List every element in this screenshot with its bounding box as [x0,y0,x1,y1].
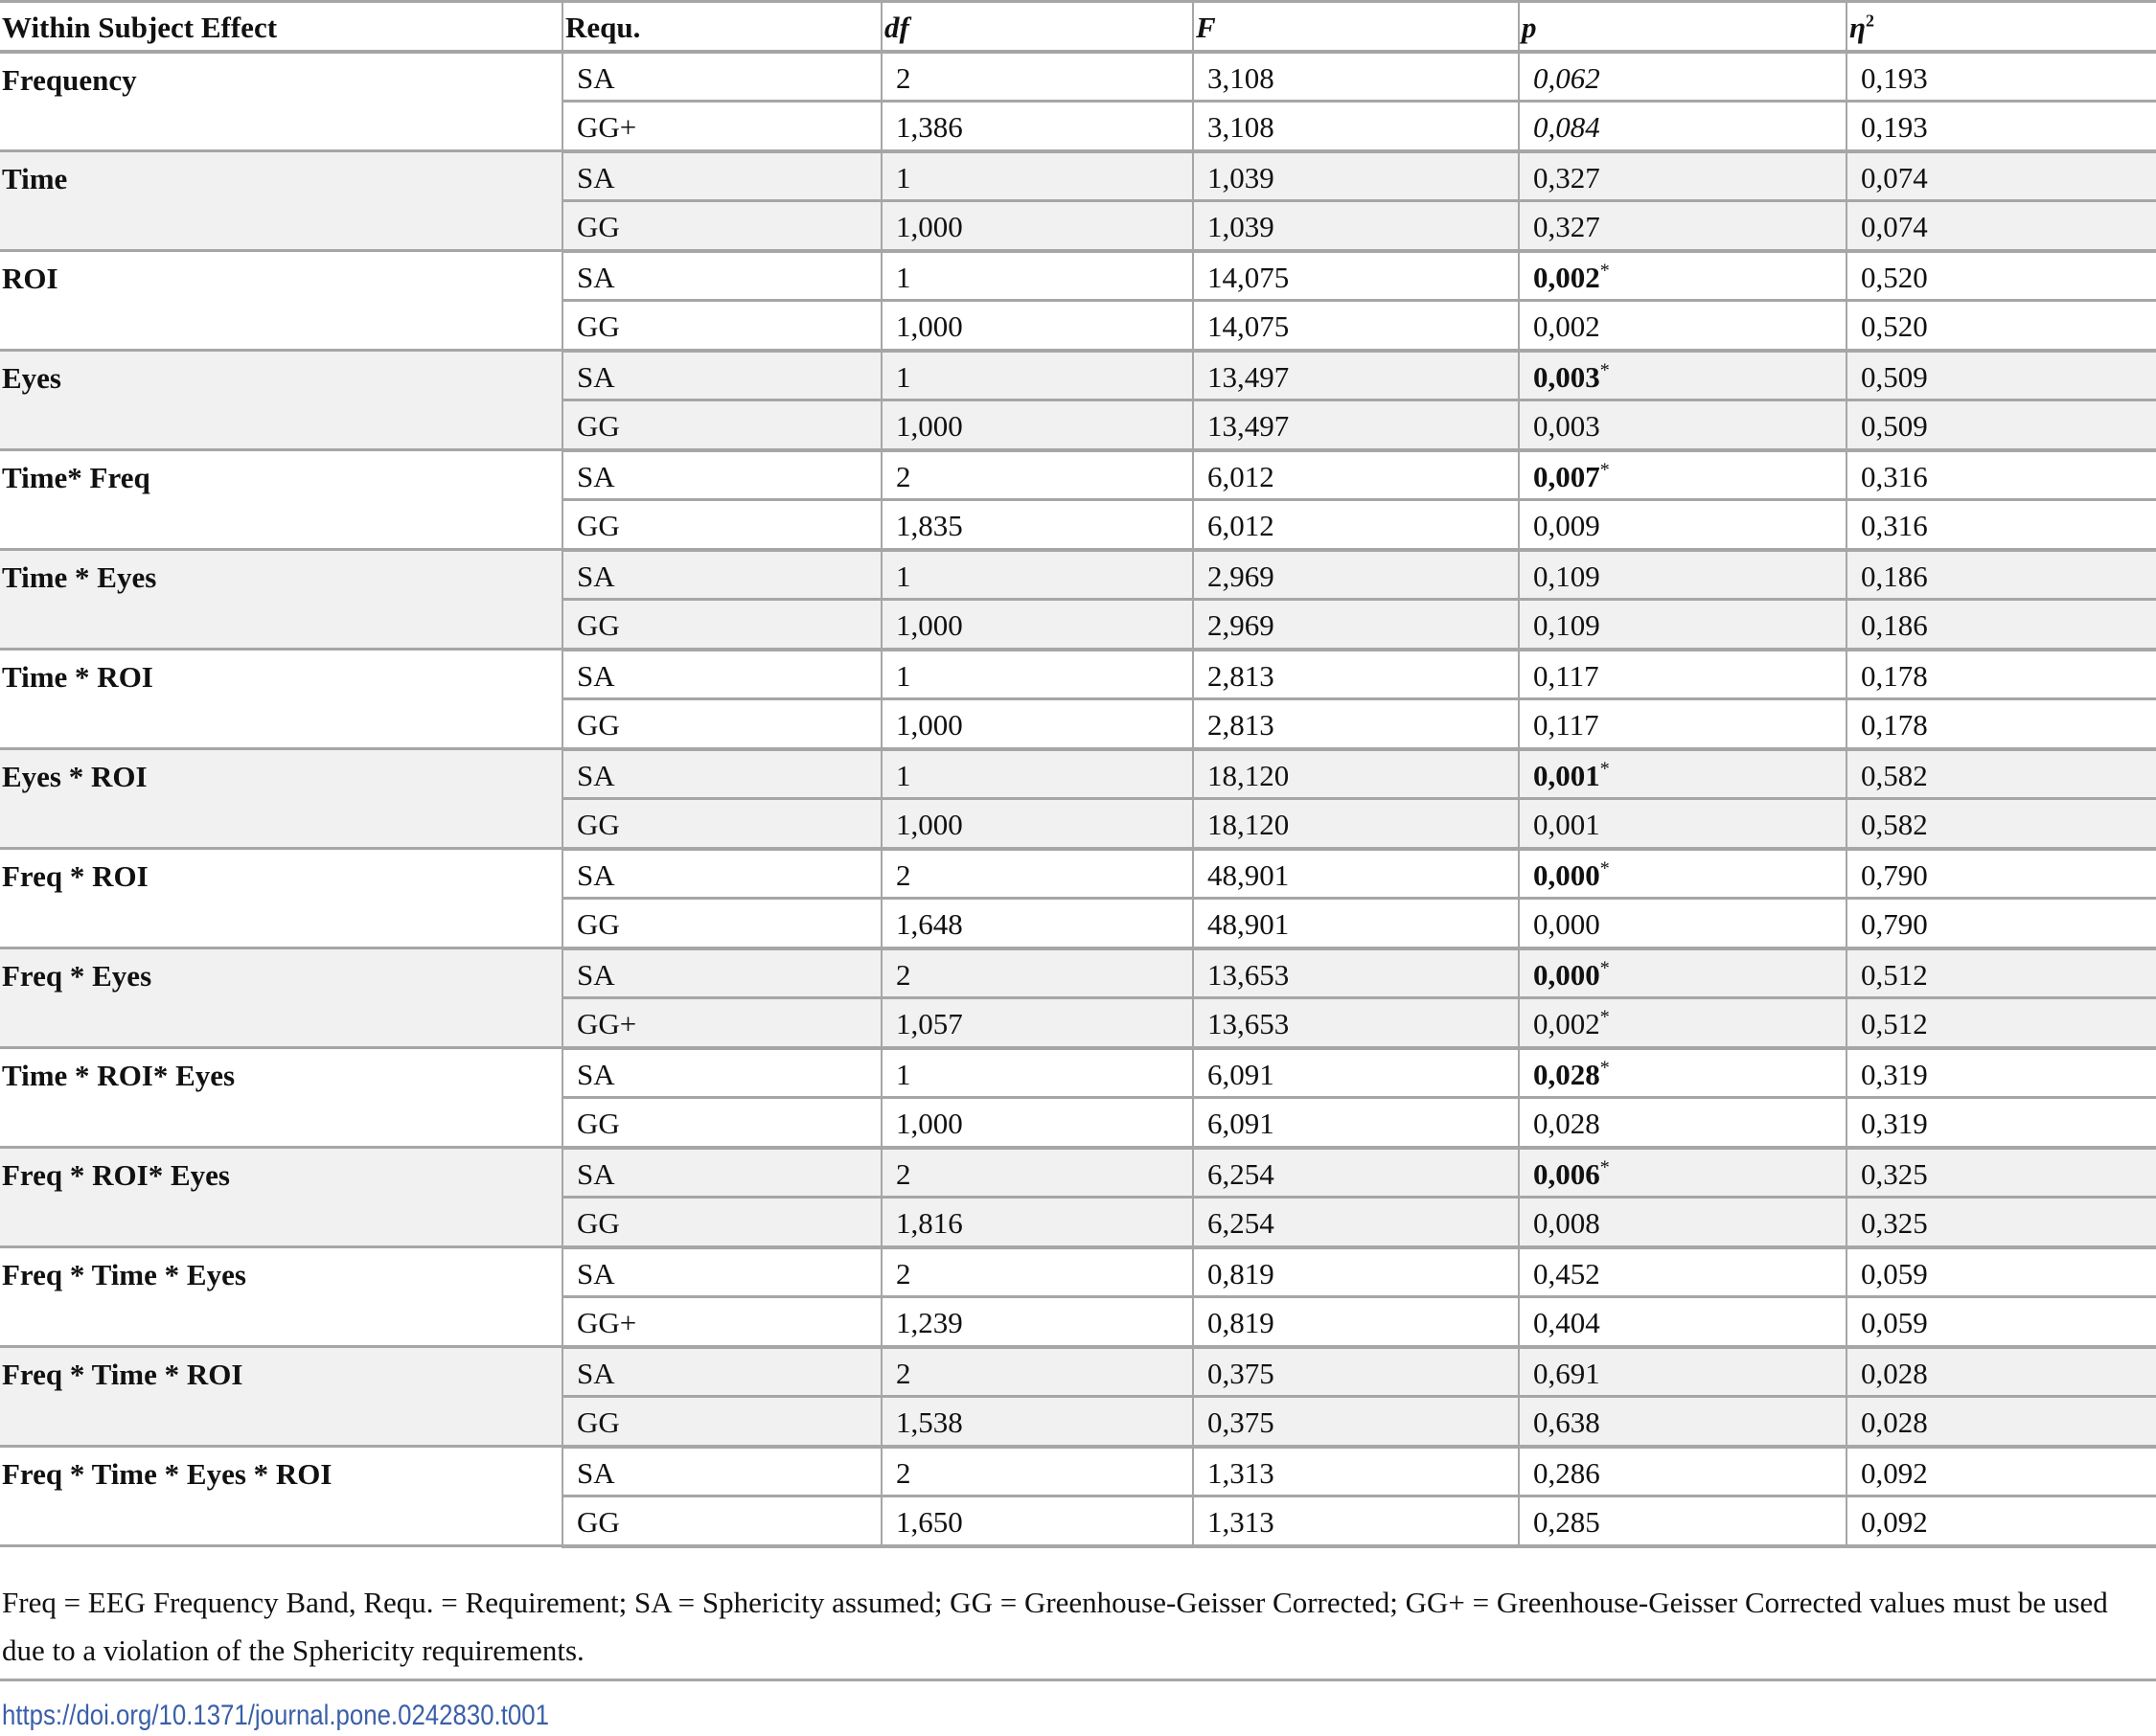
eta-squared-cell: 0,074 [1846,151,2156,201]
f-cell: 14,075 [1193,251,1519,301]
p-cell [1519,1447,1846,1496]
p-cell [1519,1397,1846,1447]
eta-squared-cell: 0,074 [1846,201,2156,251]
df-cell: 1 [882,550,1193,600]
significance-asterisk: * [1599,459,1610,481]
requirement-cell: SA [562,52,882,102]
df-cell: 2 [882,1247,1193,1297]
effect-name: Freq * Eyes [0,948,562,1048]
df-cell: 1 [882,251,1193,301]
f-cell: 6,012 [1193,500,1519,550]
effect-name: Eyes * ROI [0,749,562,849]
table-body [0,52,2156,1546]
p-value: 0,028 [1533,1057,1600,1091]
f-cell: 18,120 [1193,749,1519,799]
df-cell: 2 [882,1148,1193,1198]
effect-name: Freq * Time * Eyes * ROI [0,1447,562,1546]
p-value: 0,286 [1533,1455,1600,1490]
df-cell: 1 [882,351,1193,400]
f-cell: 2,813 [1193,699,1519,749]
effect-name: ROI [0,251,562,351]
significance-asterisk: * [1599,260,1610,282]
p-value: 0,003 [1533,409,1600,444]
significance-asterisk: * [1599,957,1610,979]
df-cell: 1,000 [882,600,1193,650]
effect-name: Time* Freq [0,450,562,550]
p-cell [1519,650,1846,699]
df-cell: 1,648 [882,899,1193,948]
f-cell: 0,375 [1193,1397,1519,1447]
header-df: df [882,2,1193,52]
f-cell: 6,091 [1193,1098,1519,1148]
table-row [0,1148,2156,1198]
effect-name: Time * Eyes [0,550,562,650]
requirement-cell: GG+ [562,102,882,151]
p-value: 0,007 [1533,459,1600,493]
effect-name: Time * ROI* Eyes [0,1048,562,1148]
p-value: 0,000 [1533,907,1600,942]
df-cell: 1,000 [882,699,1193,749]
f-cell: 2,969 [1193,600,1519,650]
requirement-cell: SA [562,151,882,201]
requirement-cell: GG [562,600,882,650]
f-cell: 6,091 [1193,1048,1519,1098]
eta-squared-cell: 0,512 [1846,998,2156,1048]
header-p: p [1519,2,1846,52]
df-cell: 2 [882,1347,1193,1397]
table-row [0,251,2156,301]
eta-squared-cell: 0,316 [1846,450,2156,500]
p-value: 0,327 [1533,210,1600,244]
eta-squared-cell: 0,790 [1846,899,2156,948]
eta-squared-cell: 0,092 [1846,1496,2156,1546]
header-requirement: Requ. [562,2,882,52]
eta-squared-cell: 0,186 [1846,600,2156,650]
eta-squared-cell: 0,092 [1846,1447,2156,1496]
requirement-cell: SA [562,351,882,400]
significance-asterisk: * [1599,758,1610,780]
eta-squared-cell: 0,319 [1846,1048,2156,1098]
p-value: 0,000 [1533,957,1600,992]
p-cell [1519,1098,1846,1148]
requirement-cell: SA [562,1347,882,1397]
df-cell: 1,057 [882,998,1193,1048]
requirement-cell: GG [562,699,882,749]
requirement-cell: GG [562,1198,882,1247]
df-cell: 1,538 [882,1397,1193,1447]
requirement-cell: GG [562,1098,882,1148]
table-row [0,849,2156,899]
requirement-cell: SA [562,251,882,301]
df-cell: 2 [882,1447,1193,1496]
p-value: 0,001 [1533,758,1600,792]
df-cell: 1,000 [882,1098,1193,1148]
eta-squared-cell: 0,582 [1846,799,2156,849]
requirement-cell: SA [562,749,882,799]
p-cell [1519,1148,1846,1198]
eta-squared-cell: 0,028 [1846,1347,2156,1397]
p-value: 0,002 [1533,1007,1600,1041]
requirement-cell: SA [562,1048,882,1098]
requirement-cell: SA [562,1447,882,1496]
requirement-cell: GG [562,1397,882,1447]
df-cell: 1 [882,650,1193,699]
requirement-cell: GG+ [562,1297,882,1347]
requirement-cell: SA [562,550,882,600]
table-row [0,151,2156,201]
table-row [0,1048,2156,1098]
eta-squared-cell: 0,316 [1846,500,2156,550]
table-row [0,1347,2156,1397]
df-cell: 2 [882,948,1193,998]
eta-squared-cell: 0,325 [1846,1198,2156,1247]
requirement-cell: GG [562,301,882,351]
significance-asterisk: * [1599,1006,1610,1028]
df-cell: 1 [882,1048,1193,1098]
p-value: 0,404 [1533,1306,1600,1340]
p-value: 0,691 [1533,1356,1600,1390]
f-cell: 6,012 [1193,450,1519,500]
eta-squared-cell: 0,509 [1846,351,2156,400]
requirement-cell: SA [562,450,882,500]
p-value: 0,452 [1533,1256,1600,1291]
table-row [0,550,2156,600]
df-cell: 1,000 [882,201,1193,251]
effect-name: Freq * ROI [0,849,562,948]
table-row [0,650,2156,699]
p-value: 0,008 [1533,1206,1600,1241]
f-cell: 14,075 [1193,301,1519,351]
header-within-subject-effect: Within Subject Effect [0,2,562,52]
p-value: 0,109 [1533,559,1600,593]
eta-symbol: η [1849,11,1867,45]
eta-squared-cell: 0,059 [1846,1297,2156,1347]
p-value: 0,003 [1533,359,1600,394]
significance-asterisk: * [1599,1156,1610,1178]
requirement-cell: SA [562,948,882,998]
p-cell [1519,1048,1846,1098]
p-value: 0,006 [1533,1156,1600,1191]
p-cell [1519,1198,1846,1247]
df-cell: 1 [882,749,1193,799]
requirement-cell: SA [562,1148,882,1198]
header-f: F [1193,2,1519,52]
p-cell [1519,1496,1846,1546]
p-cell [1519,799,1846,849]
p-cell [1519,450,1846,500]
df-cell: 1,650 [882,1496,1193,1546]
eta-squared-cell: 0,059 [1846,1247,2156,1297]
p-cell [1519,1247,1846,1297]
effect-name: Freq * Time * ROI [0,1347,562,1447]
significance-asterisk: * [1599,359,1610,381]
f-cell: 0,819 [1193,1297,1519,1347]
f-cell: 1,313 [1193,1447,1519,1496]
df-cell: 2 [882,450,1193,500]
df-cell: 1,386 [882,102,1193,151]
effect-name: Freq * ROI* Eyes [0,1148,562,1247]
eta-squared-cell: 0,512 [1846,948,2156,998]
effect-name: Time [0,151,562,251]
requirement-cell: SA [562,1247,882,1297]
f-cell: 13,653 [1193,948,1519,998]
p-value: 0,327 [1533,160,1600,194]
df-cell: 1,000 [882,799,1193,849]
f-cell: 48,901 [1193,849,1519,899]
eta-squared-cell: 0,178 [1846,699,2156,749]
effect-name: Eyes [0,351,562,450]
f-cell: 1,313 [1193,1496,1519,1546]
requirement-cell: GG [562,201,882,251]
p-value: 0,002 [1533,260,1600,294]
effect-name: Frequency [0,52,562,151]
requirement-cell: GG [562,799,882,849]
f-cell: 3,108 [1193,102,1519,151]
f-cell: 13,497 [1193,400,1519,450]
p-value: 0,109 [1533,608,1600,643]
df-cell: 1,835 [882,500,1193,550]
f-cell: 3,108 [1193,52,1519,102]
eta-squared-cell: 0,186 [1846,550,2156,600]
eta-squared-cell: 0,193 [1846,52,2156,102]
df-cell: 1,000 [882,400,1193,450]
p-cell [1519,749,1846,799]
eta-superscript: 2 [1866,11,1875,31]
p-value: 0,638 [1533,1405,1600,1440]
p-cell [1519,301,1846,351]
f-cell: 6,254 [1193,1148,1519,1198]
f-cell: 0,819 [1193,1247,1519,1297]
requirement-cell: GG+ [562,998,882,1048]
table-row [0,749,2156,799]
eta-squared-cell: 0,790 [1846,849,2156,899]
p-cell [1519,500,1846,550]
df-cell: 1,816 [882,1198,1193,1247]
requirement-cell: GG [562,500,882,550]
table-header [0,2,2156,52]
p-cell [1519,201,1846,251]
significance-asterisk: * [1599,1057,1610,1079]
f-cell: 18,120 [1193,799,1519,849]
p-cell [1519,251,1846,301]
p-value: 0,117 [1533,658,1599,693]
eta-squared-cell: 0,582 [1846,749,2156,799]
p-value: 0,002 [1533,309,1600,344]
p-cell [1519,351,1846,400]
p-cell [1519,151,1846,201]
p-cell [1519,948,1846,998]
f-cell: 0,375 [1193,1347,1519,1397]
p-cell [1519,1297,1846,1347]
f-cell: 48,901 [1193,899,1519,948]
eta-squared-cell: 0,028 [1846,1397,2156,1447]
table-row [0,1447,2156,1496]
p-cell [1519,699,1846,749]
footer-divider [0,1679,2156,1681]
table-row [0,948,2156,998]
requirement-cell: GG [562,400,882,450]
p-value: 0,285 [1533,1505,1600,1540]
p-value: 0,084 [1533,110,1600,145]
f-cell: 13,497 [1193,351,1519,400]
eta-squared-cell: 0,509 [1846,400,2156,450]
p-value: 0,009 [1533,509,1600,543]
df-cell: 2 [882,849,1193,899]
f-cell: 13,653 [1193,998,1519,1048]
table-footnote: Freq = EEG Frequency Band, Requ. = Requirement; SA = Sphericity assumed; GG = Greenhouse-Geisser Corrected; GG+ = Greenhouse-Geisser Corrected values must be used due to a violation of the Sphericity requirements. [2,1586,2108,1667]
table-row [0,52,2156,102]
f-cell: 6,254 [1193,1198,1519,1247]
p-value: 0,001 [1533,808,1600,842]
p-cell [1519,1347,1846,1397]
table-row [0,351,2156,400]
header-row [0,2,2156,52]
eta-squared-cell: 0,520 [1846,301,2156,351]
f-cell: 1,039 [1193,151,1519,201]
p-value: 0,062 [1533,60,1600,95]
p-cell [1519,52,1846,102]
p-cell [1519,400,1846,450]
eta-squared-cell: 0,178 [1846,650,2156,699]
effect-name: Time * ROI [0,650,562,749]
df-cell: 1,000 [882,301,1193,351]
df-cell: 2 [882,52,1193,102]
f-cell: 1,039 [1193,201,1519,251]
eta-squared-cell: 0,319 [1846,1098,2156,1148]
header-eta-squared [1846,2,2156,52]
significance-asterisk: * [1599,857,1610,879]
p-value: 0,000 [1533,857,1600,892]
p-cell [1519,998,1846,1048]
p-cell [1519,600,1846,650]
requirement-cell: GG [562,899,882,948]
doi-link[interactable]: https://doi.org/10.1371/journal.pone.0242830.t001 [2,1700,549,1731]
p-cell [1519,550,1846,600]
p-value: 0,028 [1533,1107,1600,1141]
eta-squared-cell: 0,520 [1846,251,2156,301]
f-cell: 2,969 [1193,550,1519,600]
requirement-cell: SA [562,849,882,899]
p-cell [1519,102,1846,151]
requirement-cell: GG [562,1496,882,1546]
table-row [0,1247,2156,1297]
effect-name: Freq * Time * Eyes [0,1247,562,1347]
eta-squared-cell: 0,193 [1846,102,2156,151]
p-value: 0,117 [1533,708,1599,742]
requirement-cell: SA [562,650,882,699]
p-cell [1519,899,1846,948]
table-row [0,450,2156,500]
eta-squared-cell: 0,325 [1846,1148,2156,1198]
df-cell: 1,239 [882,1297,1193,1347]
df-cell: 1 [882,151,1193,201]
p-cell [1519,849,1846,899]
f-cell: 2,813 [1193,650,1519,699]
